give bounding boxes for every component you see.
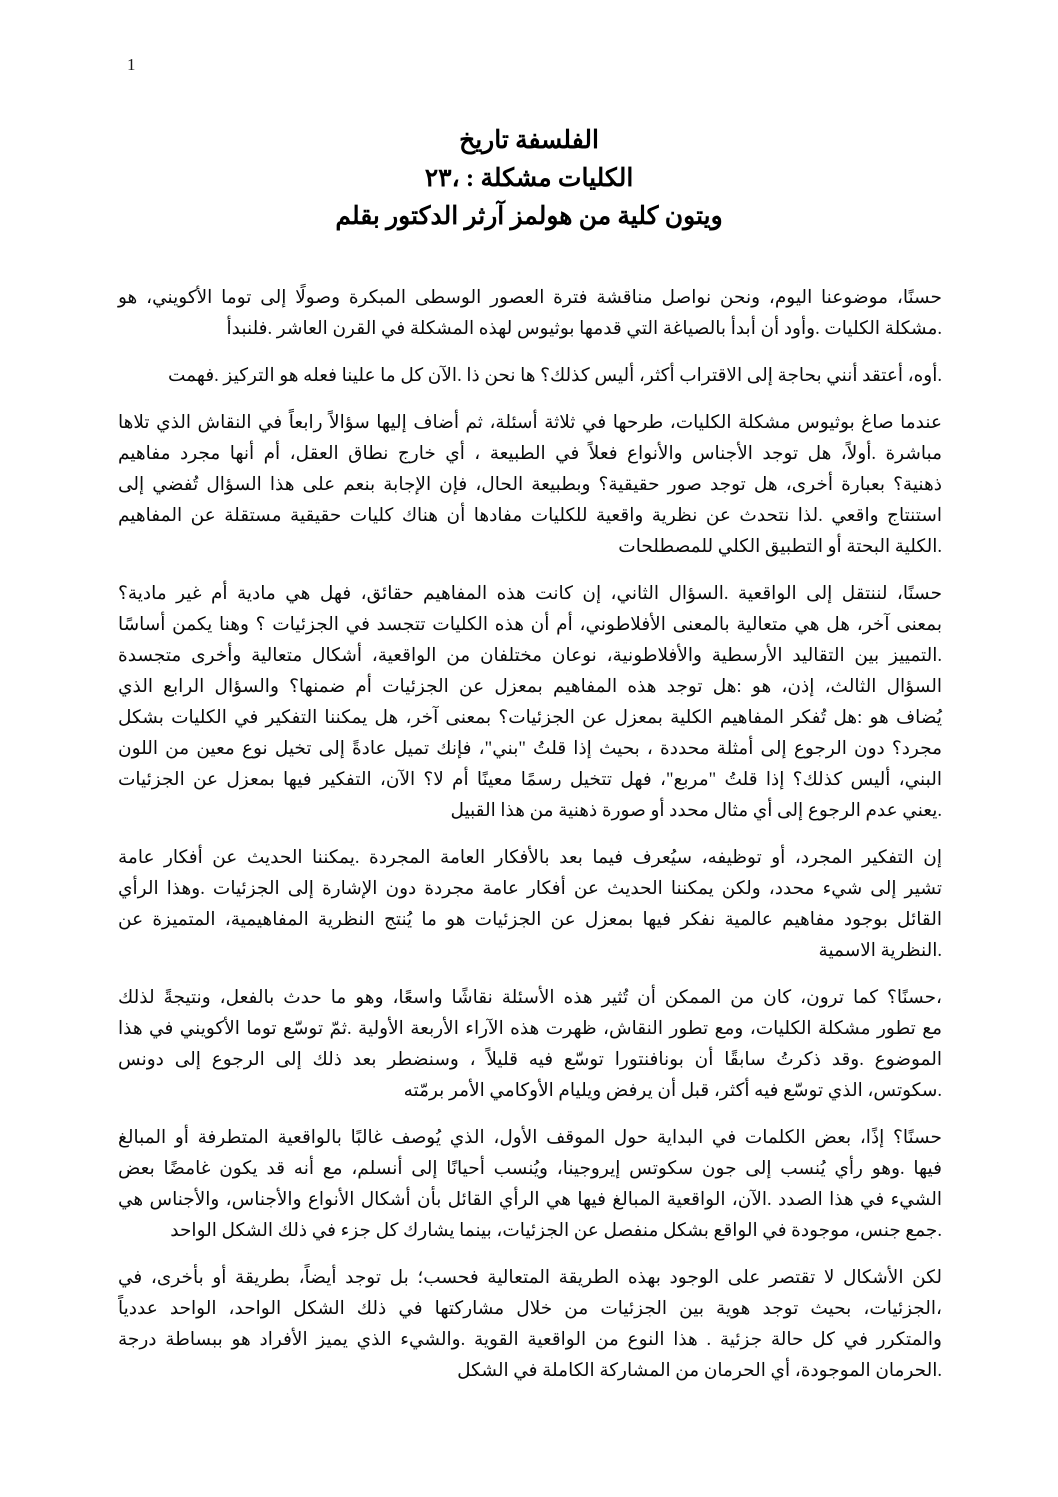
paragraph: [118, 283, 942, 345]
title-word: هولمز: [510, 203, 573, 230]
title-word: :: [465, 165, 475, 192]
title-word: ٢٣،: [424, 165, 460, 192]
title-line: [0, 160, 1058, 198]
text-line: حسنًا، موضوعنا اليوم، ونحن نواصل مناقشة فترة العصور الوسطى المبكرة وصولًا إلى توما الأكويني، هو: [118, 288, 942, 308]
paragraph: [118, 983, 942, 1107]
text-line: إن التفكير المجرد، أو توظيفه، سيُعرف فيما بعد بالأفكار العامة المجردة .يمكننا الحديث عن أفكار عامة: [118, 848, 942, 868]
text-line: .التمييز بين التقاليد الأرسطية والأفلاطونية، نوعان مختلفان من الواقعية، أشكال متعالية وأخرى متجسدة: [118, 646, 942, 666]
title-word: من: [578, 203, 612, 230]
text-line: ،الجزئيات، بحيث توجد هوية بين الجزئيات من خلال مشاركتها في ذلك الشكل الواحد، الواحد عددياً: [118, 1299, 942, 1319]
title-line: [0, 198, 1058, 236]
text-line: .أوه، أعتقد أنني بحاجة إلى الاقتراب أكثر، أليس كذلك؟ ها نحن ذا .الآن كل ما علينا فعله هو التركيز .فهمت: [167, 366, 942, 386]
text-line: .النظرية الاسمية: [818, 941, 942, 961]
text-line: حسنًا، لننتقل إلى الواقعية .السؤال الثاني، إن كانت هذه المفاهيم حقائق، فهل هي مادية أم غير مادية؟: [118, 584, 942, 604]
text-line: لكن الأشكال لا تقتصر على الوجود بهذه الطريقة المتعالية فحسب؛ بل توجد أيضاً، بطريقة أو بأخرى، في: [118, 1268, 942, 1288]
text-line: ،حسنًا؟ كما ترون، كان من الممكن أن تُثير هذه الأسئلة نقاشًا واسعًا، وهو ما حدث بالفعل، ونتيجةً لذلك: [118, 988, 942, 1008]
title-word: الكليات: [557, 165, 634, 192]
text-line: .الكلية البحتة أو التطبيق الكلي للمصطلحات: [618, 537, 942, 557]
text-line: الموضوع .وقد ذكرتُ سابقًا أن بونافنتورا توسّع فيه قليلاً ، وسنضطر بعد ذلك إلى الرجوع إلى دونس: [118, 1050, 942, 1070]
title-word: بقلم: [335, 203, 380, 230]
text-line: مع تطور مشكلة الكليات، ومع تطور النقاش، ظهرت هذه الآراء الأربعة الأولية .ثمّ توسّع توما الأكويني في هذا: [118, 1019, 942, 1039]
page-number: 1: [127, 55, 136, 74]
title-word: كلية: [617, 203, 659, 230]
text-line: .جمع جنس، موجودة في الواقع بشكل منفصل عن الجزئيات، بينما يشارك كل جزء في ذلك الشكل الواحد: [170, 1221, 942, 1241]
text-line: والمتكرر في كل حالة جزئية . هذا النوع من الواقعية القوية .والشيء الذي يميز الأفراد هو ببساطة درجة: [118, 1330, 942, 1350]
title-block: [0, 122, 1058, 236]
text-line: فيها .وهو رأي يُنسب إلى جون سكوتس إيروجينا، ويُنسب أحيانًا إلى أنسلم، مع أنه قد يكون غامضًا بعض: [118, 1159, 942, 1179]
text-line: حسنًا؟ إذًا، بعض الكلمات في البداية حول الموقف الأول، الذي يُوصف غالبًا بالواقعية المتطرفة أو المبالغ: [118, 1128, 942, 1148]
text-line: الشيء في هذا الصدد .الآن، الواقعية المبالغ فيها هي الرأي القائل بأن أشكال الأنواع والأجناس، والأجناس هي: [118, 1190, 942, 1210]
text-line: .سكوتس، الذي توسّع فيه أكثر، قبل أن يرفض ويليام الأوكامي الأمر برمّته: [403, 1081, 942, 1101]
paragraph: [118, 361, 942, 392]
paragraph: [118, 1263, 942, 1387]
text-line: عندما صاغ بوثيوس مشكلة الكليات، طرحها في ثلاثة أسئلة، ثم أضاف إليها سؤالاً رابعاً في النقاش الذي تلاها: [118, 413, 942, 433]
paragraph: [118, 408, 942, 563]
title-word: آرثر: [464, 203, 505, 230]
title-word: ويتون: [664, 203, 723, 230]
text-line: تشير إلى شيء محدد، ولكن يمكننا الحديث عن أفكار عامة مجردة دون الإشارة إلى الجزئيات .وهذا الرأي: [118, 879, 942, 899]
title-word: الدكتور: [386, 203, 459, 230]
title-word: تاريخ: [459, 127, 509, 154]
text-line: بمعنى آخر، هل هي متعالية بالمعنى الأفلاطوني، أم أن هذه الكليات تتجسد في الجزئيات ؟ وهنا يكمن أساسًا: [118, 615, 942, 635]
text-line: القائل بوجود مفاهيم عالمية نفكر فيها بمعزل عن الجزئيات هو ما يُنتج النظرية المفاهيمية، المتميزة عن: [118, 910, 942, 930]
text-line: السؤال الثالث، إذن، هو :هل توجد هذه المفاهيم بمعزل عن الجزئيات أم ضمنها؟ والسؤال الرابع الذي: [118, 677, 942, 697]
body-block: [118, 283, 942, 1403]
text-line: استنتاج واقعي .لذا نتحدث عن نظرية واقعية للكليات مفادها أن هناك كليات حقيقية مستقلة عن المفاهيم: [118, 506, 942, 526]
text-line: ذهنية؟ بعبارة أخرى، هل توجد صور حقيقية؟ وبطبيعة الحال، فإن الإجابة بنعم على هذا السؤال تُفضي إلى: [118, 475, 942, 495]
text-line: مباشرة .أولاً، هل توجد الأجناس والأنواع فعلاً في الطبيعة ، أي خارج نطاق العقل، أم أنها مجرد مفاهيم: [118, 444, 942, 464]
text-line: .مشكلة الكليات .وأود أن أبدأ بالصياغة التي قدمها بوثيوس لهذه المشكلة في القرن العاشر .فلنبدأ: [226, 319, 942, 339]
text-line: .يعني عدم الرجوع إلى أي مثال محدد أو صورة ذهنية من هذا القبيل: [450, 801, 942, 821]
text-line: البني، أليس كذلك؟ إذا قلتُ "مربع"، فهل تتخيل رسمًا معينًا أم لا؟ الآن، التفكير فيها بمعزل عن الجزئيات: [118, 770, 942, 790]
paragraph: [118, 579, 942, 827]
text-line: .الحرمان الموجودة، أي الحرمان من المشاركة الكاملة في الشكل: [457, 1361, 942, 1381]
paragraph: [118, 1123, 942, 1247]
text-line: يُضاف هو :هل تُفكر المفاهيم الكلية بمعزل عن الجزئيات؟ بمعنى آخر، هل يمكننا التفكير في الكليات بشكل: [118, 708, 942, 728]
paragraph: [118, 843, 942, 967]
title-word: مشكلة: [480, 165, 552, 192]
title-line: [0, 122, 1058, 160]
title-word: الفلسفة: [515, 127, 599, 154]
text-line: مجرد؟ دون الرجوع إلى أمثلة محددة ، بحيث إذا قلتُ "بني"، فإنك تميل عادةً إلى تخيل نوع معين من اللون: [118, 739, 942, 759]
